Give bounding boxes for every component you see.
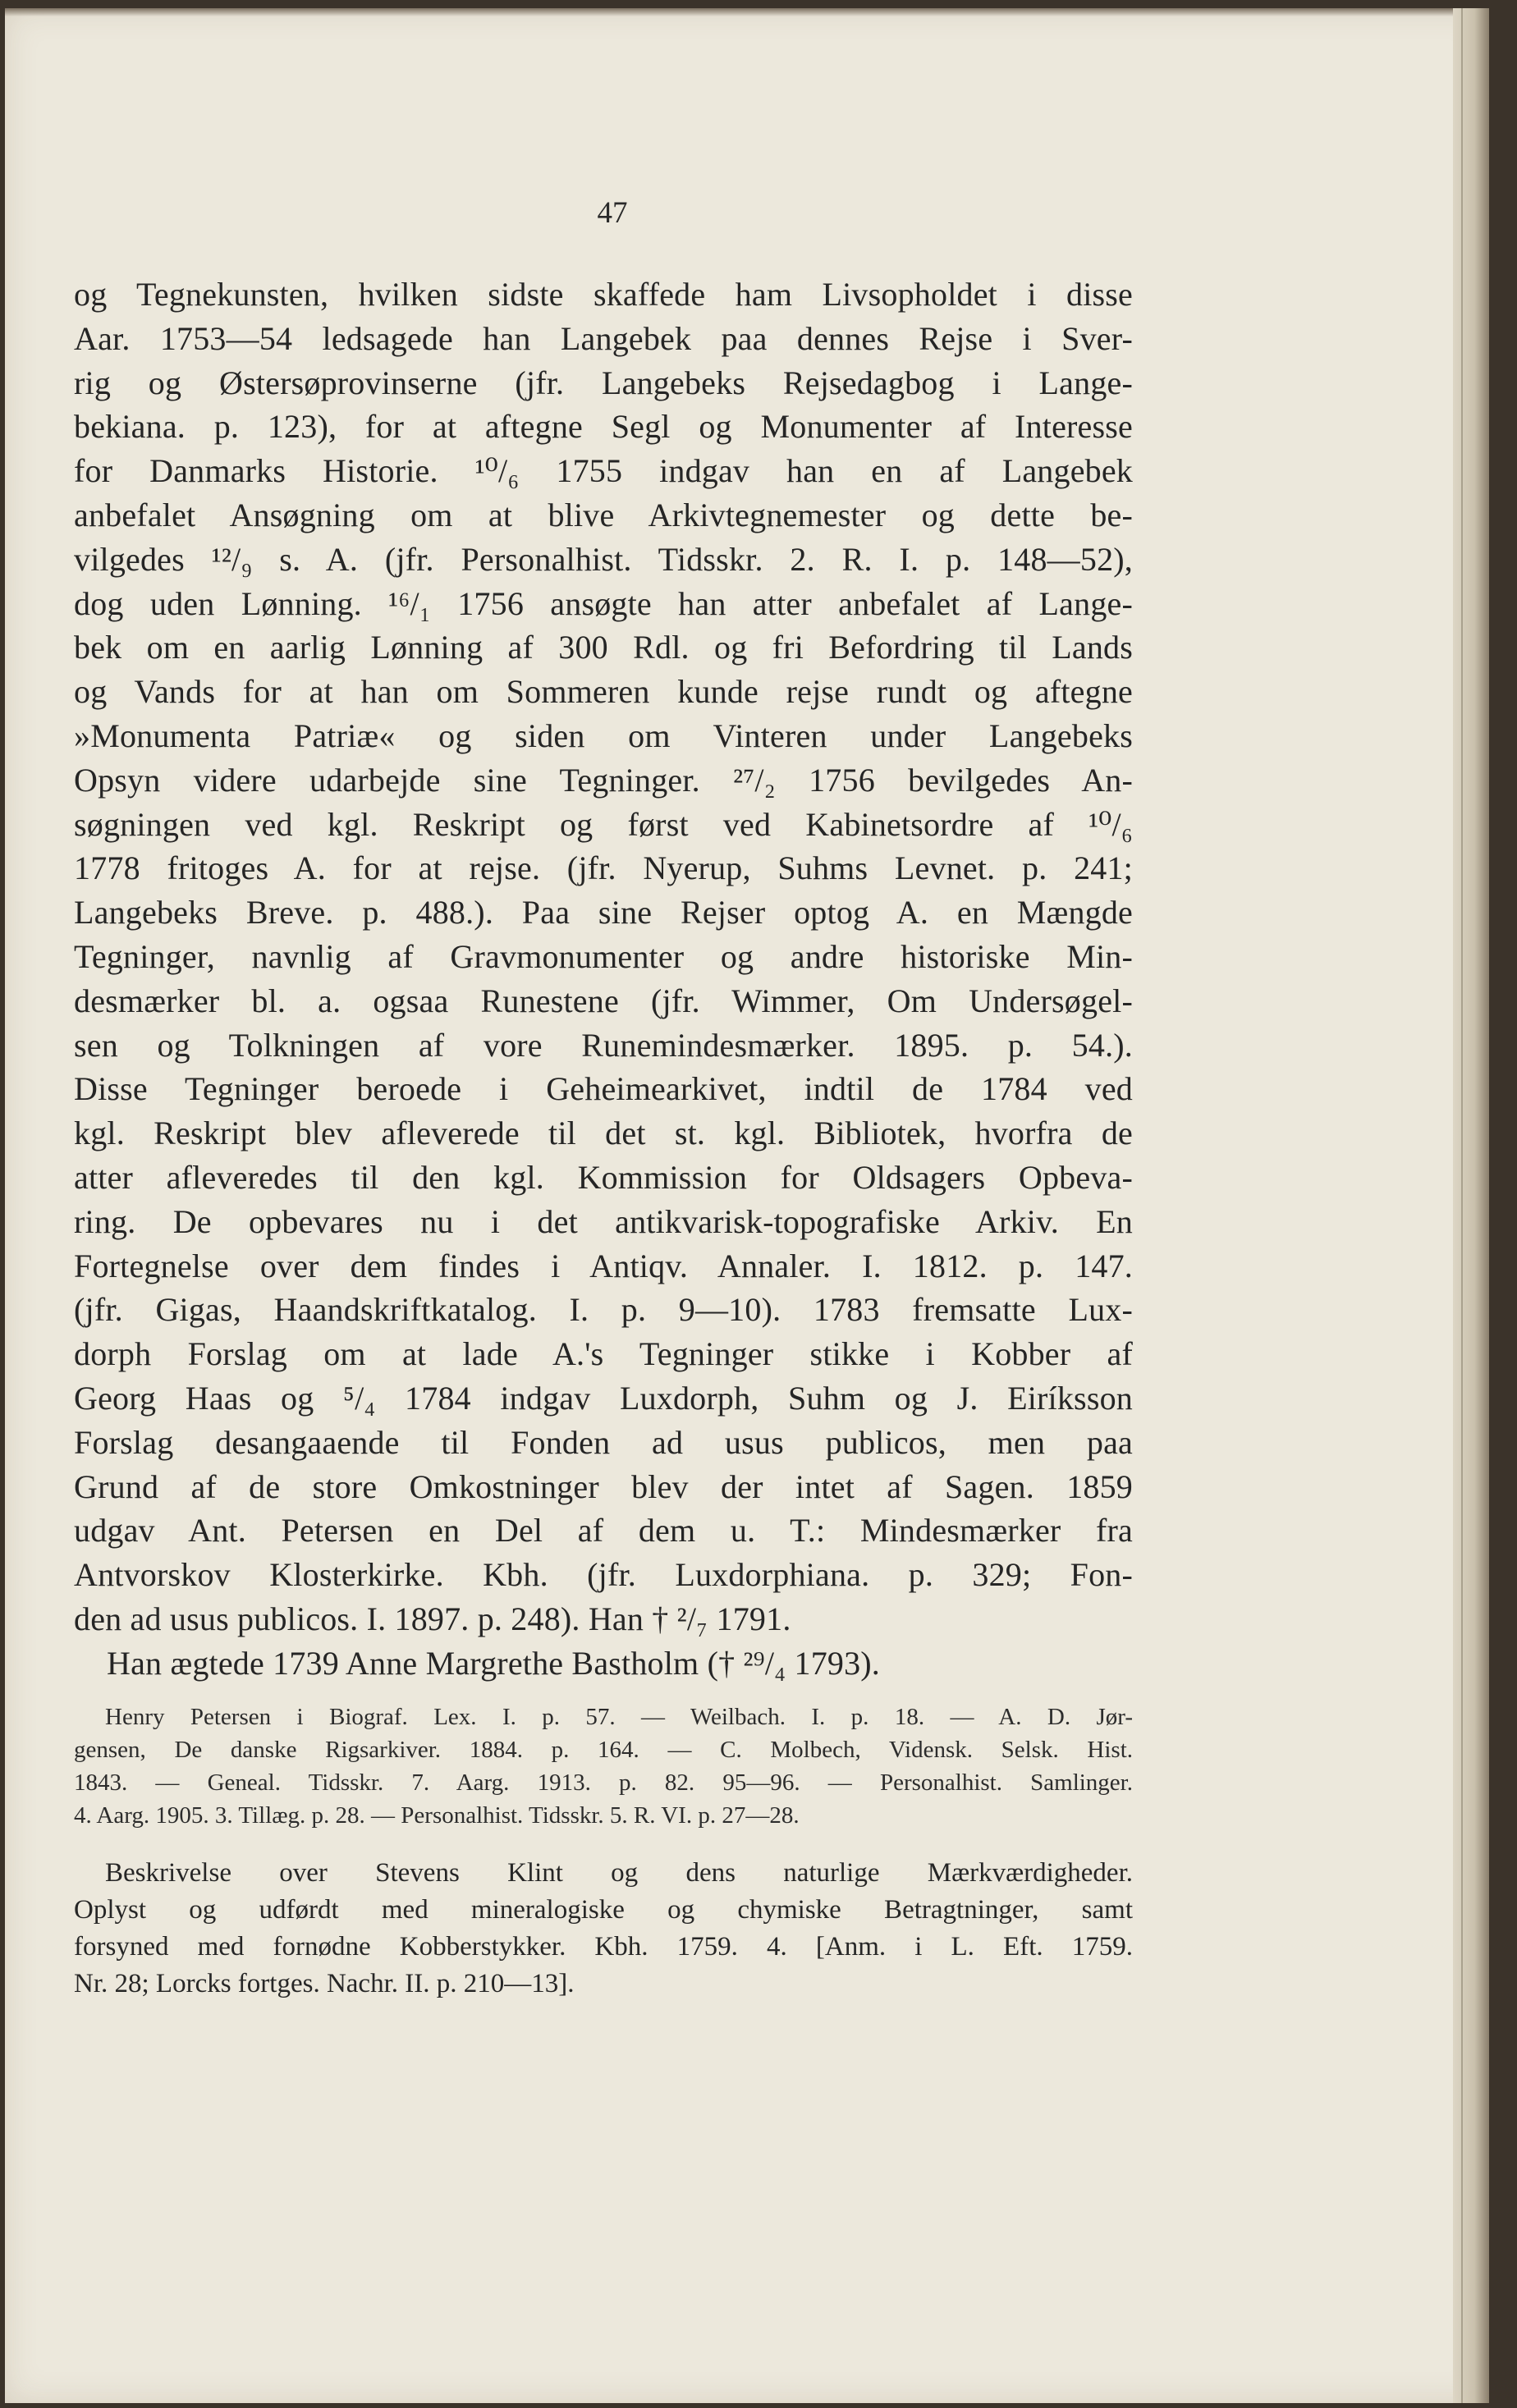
text-line: anbefalet Ansøgning om at blive Arkivtegnemester og dette be-	[74, 496, 1133, 533]
page-spine	[1453, 8, 1489, 2403]
book-page	[5, 8, 1489, 2403]
text-line: bekiana. p. 123), for at aftegne Segl og Monumenter af Interesse	[74, 408, 1133, 446]
text-line: Tegninger, navnlig af Gravmonumenter og andre historiske Min-	[74, 937, 1133, 975]
text-line: og Vands for at han om Sommeren kunde rejse rundt og aftegne	[74, 673, 1133, 711]
text-line: udgav Ant. Petersen en Del af dem u. T.: Mindesmærker fra	[74, 1512, 1133, 1550]
text-line: Georg Haas og ⁵/₄ 1784 indgav Luxdorph, Suhm og J. Eiríksson	[74, 1379, 1133, 1417]
bibliography-line: Oplyst og udførdt med mineralogiske og chymiske Betragtninger, samt	[74, 1895, 1133, 1925]
text-line: den ad usus publicos. I. 1897. p. 248). Han † ²/₇ 1791.	[74, 1600, 791, 1637]
text-line: søgningen ved kgl. Reskript og først ved Kabinetsordre af ¹⁰/₆	[74, 805, 1133, 843]
text-line: Opsyn videre udarbejde sine Tegninger. ²⁷/₂ 1756 bevilgedes An-	[74, 761, 1133, 799]
text-line: for Danmarks Historie. ¹⁰/₆ 1755 indgav han en af Langebek	[74, 452, 1133, 490]
text-line: Fortegnelse over dem findes i Antiqv. Annaler. I. 1812. p. 147.	[74, 1247, 1133, 1284]
text-line: Langebeks Breve. p. 488.). Paa sine Rejser optog A. en Mængde	[74, 894, 1133, 932]
text-line: bek om en aarlig Lønning af 300 Rdl. og fri Befordring til Lands	[74, 629, 1133, 666]
bibliography-line: Beskrivelse over Stevens Klint og dens naturlige Mærkværdigheder.	[105, 1858, 1133, 1888]
text-line: dog uden Lønning. ¹⁶/₁ 1756 ansøgte han atter anbefalet af Lange-	[74, 584, 1133, 622]
text-line: »Monumenta Patriæ« og siden om Vinteren under Langebeks	[74, 716, 1133, 754]
text-line: Forslag desangaaende til Fonden ad usus publicos, men paa	[74, 1423, 1133, 1461]
references-block	[74, 1701, 1133, 1832]
text-line: Antvorskov Klosterkirke. Kbh. (jfr. Luxdorphiana. p. 329; Fon-	[74, 1556, 1133, 1594]
reference-line: gensen, De danske Rigsarkiver. 1884. p. 164. — C. Molbech, Vidensk. Selsk. Hist.	[74, 1737, 1133, 1763]
page-number: 47	[597, 196, 628, 230]
text-line: Grund af de store Omkostninger blev der intet af Sagen. 1859	[74, 1467, 1133, 1505]
text-line: (jfr. Gigas, Haandskriftkatalog. I. p. 9—10). 1783 fremsatte Lux-	[74, 1291, 1133, 1329]
page-top-edge	[5, 8, 1489, 16]
text-line: og Tegnekunsten, hvilken sidste skaffede ham Livsopholdet i disse	[74, 276, 1133, 313]
reference-line: Henry Petersen i Biograf. Lex. I. p. 57. — Weilbach. I. p. 18. — A. D. Jør-	[105, 1704, 1133, 1730]
bibliography-entry	[74, 1855, 1133, 2003]
bibliography-line: forsyned med fornødne Kobberstykker. Kbh. 1759. 4. [Anm. i L. Eft. 1759.	[74, 1932, 1133, 1962]
text-line-marriage: Han ægtede 1739 Anne Margrethe Bastholm († ²⁹/₄ 1793).	[107, 1644, 881, 1682]
text-line: Disse Tegninger beroede i Geheimearkivet, indtil de 1784 ved	[74, 1070, 1133, 1108]
text-line: ring. De opbevares nu i det antikvarisk-topografiske Arkiv. En	[74, 1202, 1133, 1240]
reference-line: 4. Aarg. 1905. 3. Tillæg. p. 28. — Personalhist. Tidsskr. 5. R. VI. p. 27—28.	[74, 1802, 800, 1829]
text-line: 1778 fritoges A. for at rejse. (jfr. Nyerup, Suhms Levnet. p. 241;	[74, 849, 1133, 887]
text-line: rig og Østersøprovinserne (jfr. Langebeks Rejsedagbog i Lange-	[74, 364, 1133, 401]
text-line: sen og Tolkningen af vore Runemindesmærker. 1895. p. 54.).	[74, 1026, 1133, 1064]
text-line: dorph Forslag om at lade A.'s Tegninger stikke i Kobber af	[74, 1335, 1133, 1373]
text-line: atter afleveredes til den kgl. Kommission for Oldsagers Opbeva-	[74, 1158, 1133, 1196]
text-line: Aar. 1753—54 ledsagede han Langebek paa dennes Rejse i Sver-	[74, 319, 1133, 357]
main-text-block	[74, 272, 1133, 1686]
text-line: desmærker bl. a. ogsaa Runestene (jfr. Wimmer, Om Undersøgel-	[74, 982, 1133, 1019]
text-line: vilgedes ¹²/₉ s. A. (jfr. Personalhist. Tidsskr. 2. R. I. p. 148—52),	[74, 540, 1133, 578]
text-line: kgl. Reskript blev afleverede til det st. kgl. Bibliotek, hvorfra de	[74, 1115, 1133, 1152]
reference-line: 1843. — Geneal. Tidsskr. 7. Aarg. 1913. p. 82. 95—96. — Personalhist. Samlinger.	[74, 1769, 1133, 1796]
bibliography-line: Nr. 28; Lorcks fortges. Nachr. II. p. 210—13].	[74, 1969, 575, 1998]
